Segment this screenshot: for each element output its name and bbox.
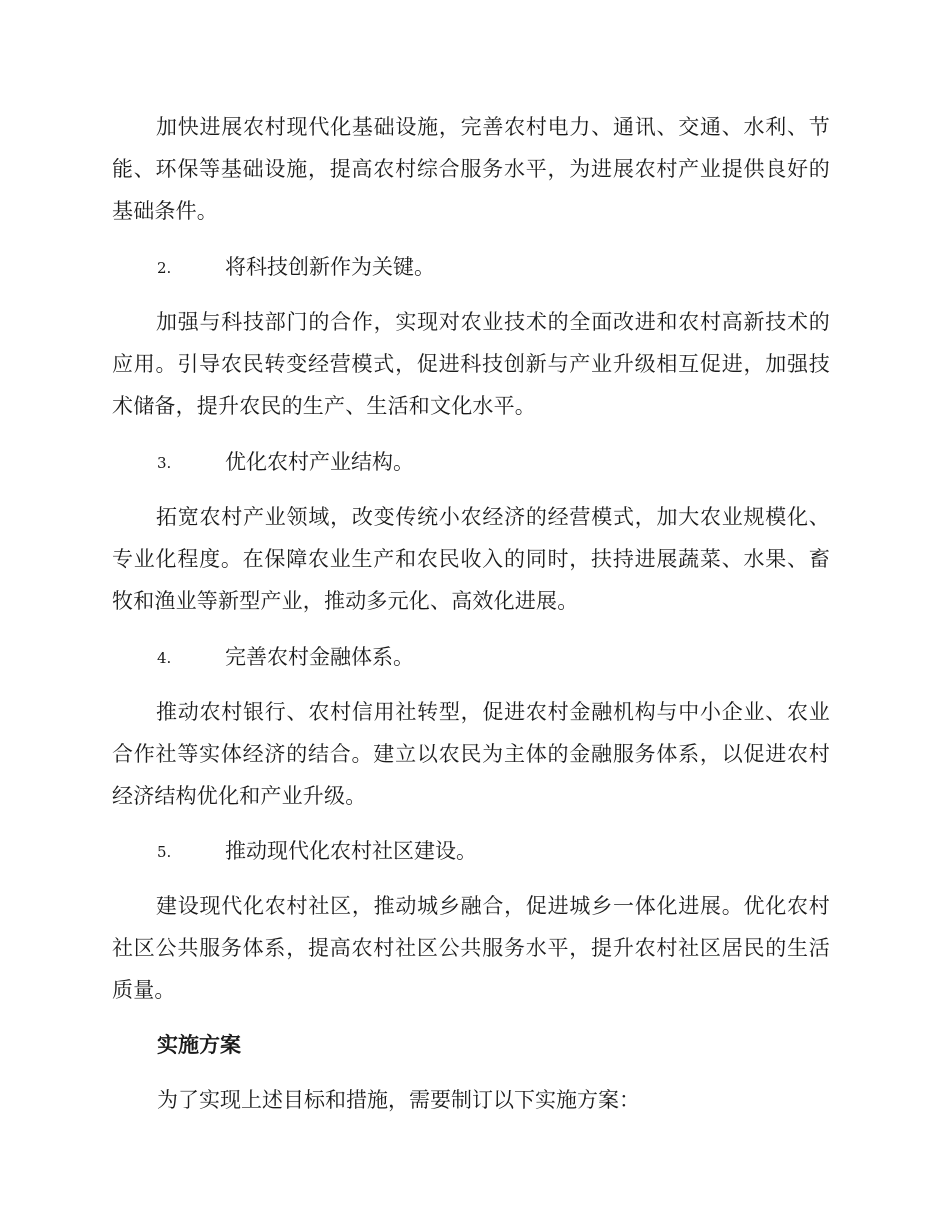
section-heading: 实施方案: [157, 1033, 241, 1057]
list-number: 3.: [157, 454, 172, 472]
list-item-title: 完善农村金融体系。: [225, 645, 414, 669]
list-number: 5.: [157, 843, 172, 861]
section-intro: 为了实现上述目标和措施，需要制订以下实施方案：: [157, 1088, 640, 1112]
list-number: 4.: [157, 649, 172, 667]
list-item-title: 优化农村产业结构。: [225, 450, 414, 474]
list-item-5: [157, 830, 477, 873]
paragraph-finance: 推动农村银行、农村信用社转型，促进农村金融机构与中小企业、农业合作社等实体经济的结合。建立以农民为主体的金融服务体系，以促进农村经济结构优化和产业升级。: [112, 700, 830, 808]
paragraph-community: 建设现代化农村社区，推动城乡融合，促进城乡一体化进展。优化农村社区公共服务体系，提高农村社区公共服务水平，提升农村社区居民的生活质量。: [112, 894, 830, 1002]
list-item-2: [157, 246, 435, 289]
paragraph-industry: 拓宽农村产业领域，改变传统小农经济的经营模式，加大农业规模化、专业化程度。在保障农业生产和农民收入的同时，扶持进展蔬菜、水果、畜牧和渔业等新型产业，推动多元化、高效化进展。: [112, 505, 830, 613]
list-item-3: [157, 441, 414, 484]
paragraph-infrastructure: 加快进展农村现代化基础设施，完善农村电力、通讯、交通、水利、节能、环保等基础设施，提高农村综合服务水平，为进展农村产业提供良好的基础条件。: [112, 115, 830, 223]
paragraph-tech: 加强与科技部门的合作，实现对农业技术的全面改进和农村高新技术的应用。引导农民转变经营模式，促进科技创新与产业升级相互促进，加强技术储备，提升农民的生产、生活和文化水平。: [112, 310, 830, 418]
list-item-title: 推动现代化农村社区建设。: [225, 839, 477, 863]
list-item-4: [157, 636, 414, 679]
list-item-title: 将科技创新作为关键。: [225, 255, 435, 279]
list-number: 2.: [157, 259, 172, 277]
